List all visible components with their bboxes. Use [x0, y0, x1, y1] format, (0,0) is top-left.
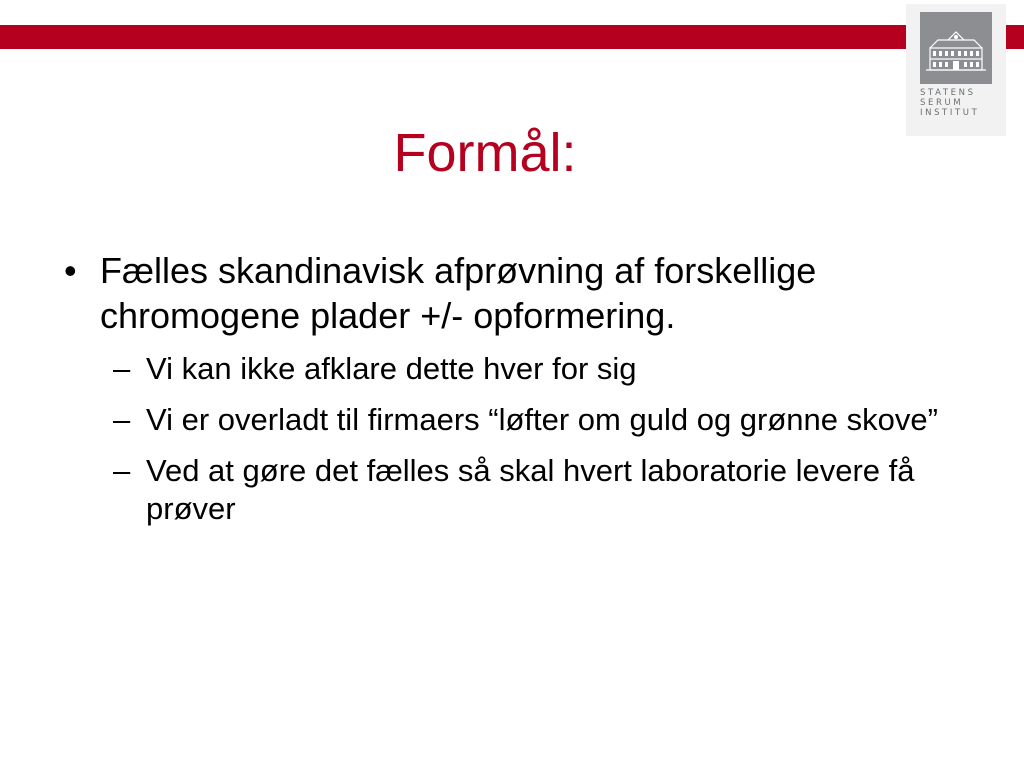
- sub-bullet-item: [58, 350, 988, 388]
- logo-line-serum: SERUM: [920, 98, 964, 108]
- slide-title: Formål:: [393, 123, 577, 183]
- sub-bullet-marker: –: [113, 402, 131, 437]
- bullet-marker: •: [64, 250, 77, 291]
- ssi-logo: [906, 4, 1006, 136]
- slide-body: [58, 248, 988, 541]
- sub-bullet-item: [58, 401, 988, 439]
- sub-bullet-item: [58, 452, 988, 528]
- sub-bullet-text: Ved at gøre det fælles så skal hvert laboratorie levere få prøver: [146, 453, 915, 526]
- sub-bullet-list: [58, 350, 988, 528]
- logo-line-institut: INSTITUT: [920, 108, 980, 118]
- logo-line-statens: STATENS: [920, 88, 976, 98]
- building-icon: [920, 12, 992, 84]
- sub-bullet-text: Vi kan ikke afklare dette hver for sig: [146, 351, 637, 386]
- sub-bullet-marker: –: [113, 453, 131, 488]
- header-red-bar: [0, 25, 1024, 49]
- sub-bullet-text: Vi er overladt til firmaers “løfter om guld og grønne skove”: [146, 402, 938, 437]
- bullet-text: Fælles skandinavisk afprøvning af forskellige chromogene plader +/- opformering.: [100, 250, 817, 336]
- logo-text: [920, 88, 1004, 118]
- bullet-item: [58, 248, 988, 338]
- sub-bullet-marker: –: [113, 351, 131, 386]
